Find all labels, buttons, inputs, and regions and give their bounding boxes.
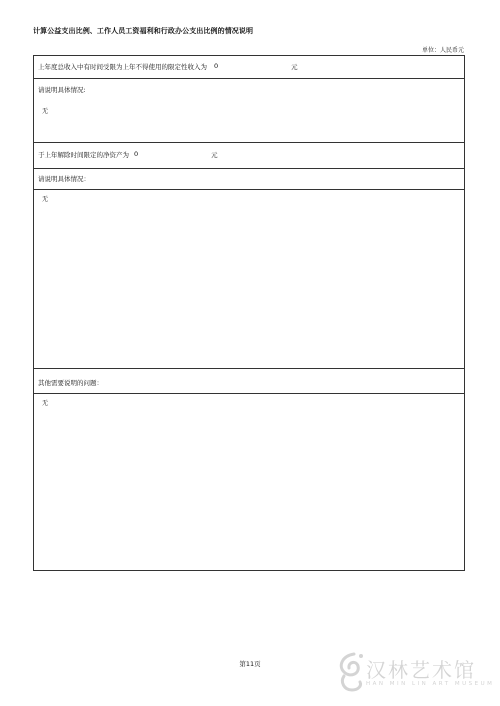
other-issues-content: 无	[42, 400, 49, 407]
explain-2-content: 无	[42, 196, 49, 203]
page-number: 第11页	[239, 660, 261, 668]
explain-1-content: 无	[42, 108, 49, 115]
explain-2-box	[34, 189, 464, 369]
explain-1-label: 请说明具体情况:	[38, 86, 86, 94]
restricted-income-label: 上年度总收入中有时间受限为上年不得使用的限定性收入为	[38, 63, 207, 71]
unit-label: 单位：人民币元	[421, 47, 464, 54]
explain-2-label: 请说明具体情况：	[38, 175, 90, 183]
divider	[34, 368, 464, 369]
released-net-assets-unit: 元	[211, 151, 218, 159]
other-issues-label: 其他需要说明的问题：	[38, 379, 103, 387]
restricted-income-value: 0	[214, 62, 219, 70]
restricted-income-unit: 元	[291, 63, 298, 71]
page-title: 计算公益支出比例、工作人员工资福利和行政办公支出比例的情况说明	[33, 27, 254, 35]
divider	[34, 142, 464, 143]
other-issues-box	[34, 393, 464, 572]
watermark-subtitle: HAN MIN LIN ART MUSEUM	[366, 681, 495, 687]
divider	[34, 78, 464, 79]
divider	[34, 168, 464, 169]
museum-watermark	[328, 650, 495, 700]
form-table	[33, 55, 465, 571]
swirl-logo-icon	[334, 650, 368, 694]
released-net-assets-label: 于上年解除时间限定的净资产为	[38, 151, 129, 159]
watermark-logo-text: 汉林艺术馆	[366, 658, 476, 682]
released-net-assets-value: 0	[134, 150, 139, 158]
